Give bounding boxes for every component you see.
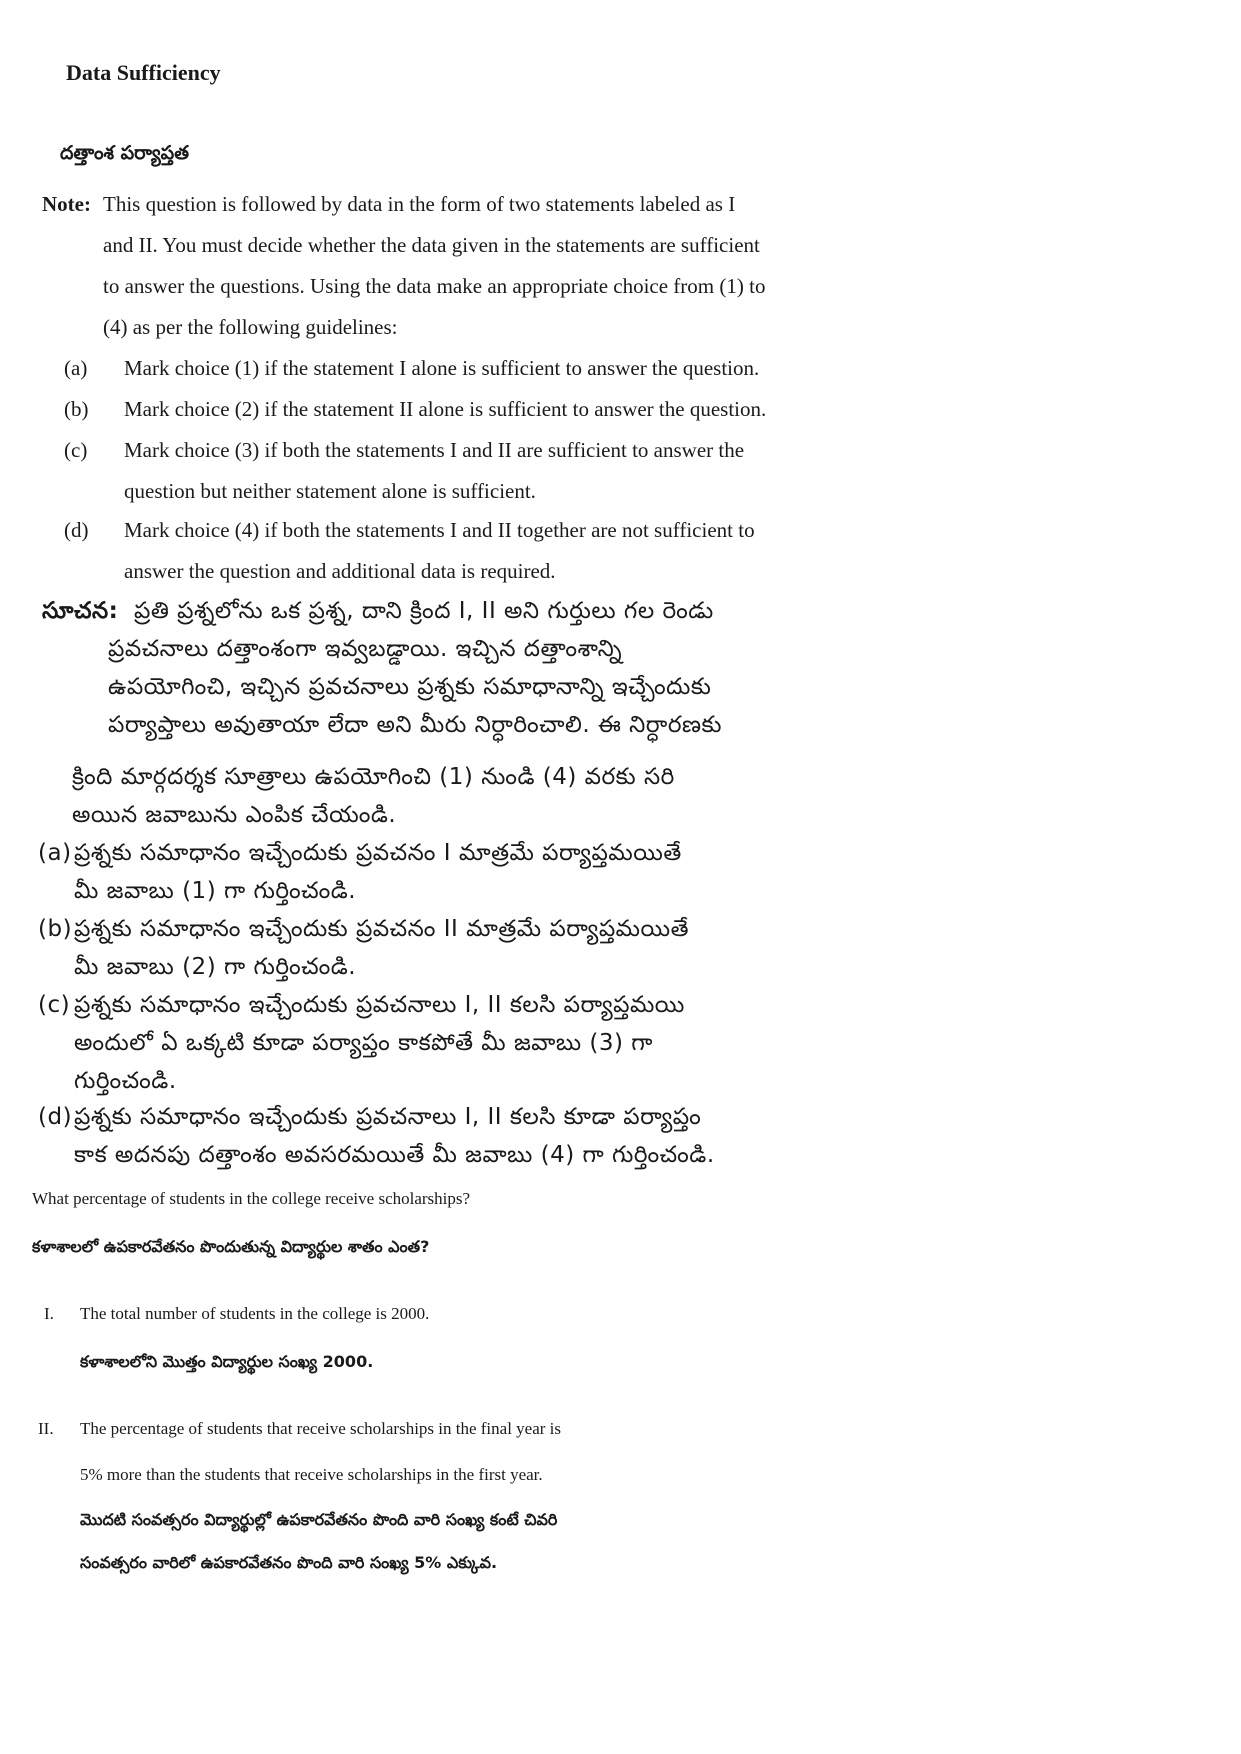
question-text-telugu: కళాశాలలో ఉపకారవేతనం పొందుతున్న విద్యార్థుల శాతం ఎంత? xyxy=(32,1237,430,1256)
note-line: This question is followed by data in the form of two statements labeled as I xyxy=(103,192,736,216)
guideline-te-text: గుర్తించండి. xyxy=(74,1068,177,1094)
guideline-te-text: ప్రశ్నకు సమాధానం ఇచ్చేందుకు ప్రవచనాలు I, II కలసి కూడా పర్యాప్తం xyxy=(74,1104,702,1130)
statement-text: The total number of students in the college is 2000. xyxy=(80,1304,430,1323)
guideline-te-text: ప్రశ్నకు సమాధానం ఇచ్చేందుకు ప్రవచనం II మాత్రమే పర్యాప్తమయితే xyxy=(74,916,689,942)
note-line: to answer the questions. Using the data make an appropriate choice from (1) to xyxy=(103,274,766,298)
guideline-marker: (c) xyxy=(64,438,88,462)
guideline-te-marker: (a) xyxy=(38,840,72,866)
statement-text-telugu: సంవత్సరం వారిలో ఉపకారవేతనం పొంది వారి సంఖ్య 5% ఎక్కువ. xyxy=(80,1553,498,1572)
guideline-te-marker: (d) xyxy=(38,1104,73,1130)
guideline-text: Mark choice (2) if the statement II alone is sufficient to answer the question. xyxy=(124,397,767,421)
guideline-te-marker: (b) xyxy=(38,916,73,942)
note-te-cont-line: అయిన జవాబును ఎంపిక చేయండి. xyxy=(72,802,397,828)
guideline-marker: (a) xyxy=(64,356,88,380)
page-title: Data Sufficiency xyxy=(66,60,221,85)
note-label: Note: xyxy=(42,192,91,216)
guideline-text: Mark choice (4) if both the statements I and II together are not sufficient to xyxy=(124,518,755,542)
guideline-te-text: ప్రశ్నకు సమాధానం ఇచ్చేందుకు ప్రవచనం I మాత్రమే పర్యాప్తమయితే xyxy=(74,840,682,866)
note-te-line: ప్రతి ప్రశ్నలోను ఒక ప్రశ్న, దాని క్రింద I, II అని గుర్తులు గల రెండు xyxy=(134,598,714,624)
statement-text-telugu: కళాశాలలోని మొత్తం విద్యార్థుల సంఖ్య 2000. xyxy=(80,1352,374,1371)
guideline-te-text: మీ జవాబు (1) గా గుర్తించండి. xyxy=(74,878,357,904)
statement-text: 5% more than the students that receive scholarships in the first year. xyxy=(80,1465,543,1484)
guideline-te-text: అందులో ఏ ఒక్కటి కూడా పర్యాప్తం కాకపోతే మీ జవాబు (3) గా xyxy=(74,1030,653,1056)
statement-text-telugu: మొదటి సంవత్సరం విద్యార్థుల్లో ఉపకారవేతనం పొంది వారి సంఖ్య కంటే చివరి xyxy=(80,1510,558,1529)
note-te-line: పర్యాప్తాలు అవుతాయా లేదా అని మీరు నిర్ధారించాలి. ఈ నిర్ధారణకు xyxy=(108,712,722,738)
question-text: What percentage of students in the college receive scholarships? xyxy=(32,1189,471,1208)
guideline-marker: (b) xyxy=(64,397,89,421)
note-te-label: సూచన: xyxy=(42,598,119,624)
guideline-text: question but neither statement alone is sufficient. xyxy=(124,479,536,503)
guideline-te-text: మీ జవాబు (2) గా గుర్తించండి. xyxy=(74,954,357,980)
statement-text: The percentage of students that receive scholarships in the final year is xyxy=(80,1419,562,1438)
note-te-cont-line: క్రింది మార్గదర్శక సూత్రాలు ఉపయోగించి (1) నుండి (4) వరకు సరి xyxy=(72,764,675,790)
note-te-line: ఉపయోగించి, ఇచ్చిన ప్రవచనాలు ప్రశ్నకు సమాధానాన్ని ఇచ్చేందుకు xyxy=(108,674,712,700)
page-title-telugu: దత్తాంశ పర్యాప్తత xyxy=(60,142,189,164)
guideline-text: answer the question and additional data is required. xyxy=(124,559,556,583)
guideline-te-marker: (c) xyxy=(38,992,71,1018)
guideline-text: Mark choice (1) if the statement I alone is sufficient to answer the question. xyxy=(124,356,760,380)
guideline-text: Mark choice (3) if both the statements I and II are sufficient to answer the xyxy=(124,438,745,462)
guideline-marker: (d) xyxy=(64,518,89,542)
note-line: and II. You must decide whether the data given in the statements are sufficient xyxy=(103,233,760,257)
note-line: (4) as per the following guidelines: xyxy=(103,315,398,339)
statement-marker: I. xyxy=(44,1304,54,1323)
statement-marker: II. xyxy=(38,1419,54,1438)
guideline-te-text: కాక అదనపు దత్తాంశం అవసరమయితే మీ జవాబు (4) గా గుర్తించండి. xyxy=(74,1142,715,1168)
guideline-te-text: ప్రశ్నకు సమాధానం ఇచ్చేందుకు ప్రవచనాలు I, II కలసి పర్యాప్తమయి xyxy=(74,992,685,1018)
note-te-line: ప్రవచనాలు దత్తాంశంగా ఇవ్వబడ్డాయి. ఇచ్చిన దత్తాంశాన్ని xyxy=(108,636,623,662)
